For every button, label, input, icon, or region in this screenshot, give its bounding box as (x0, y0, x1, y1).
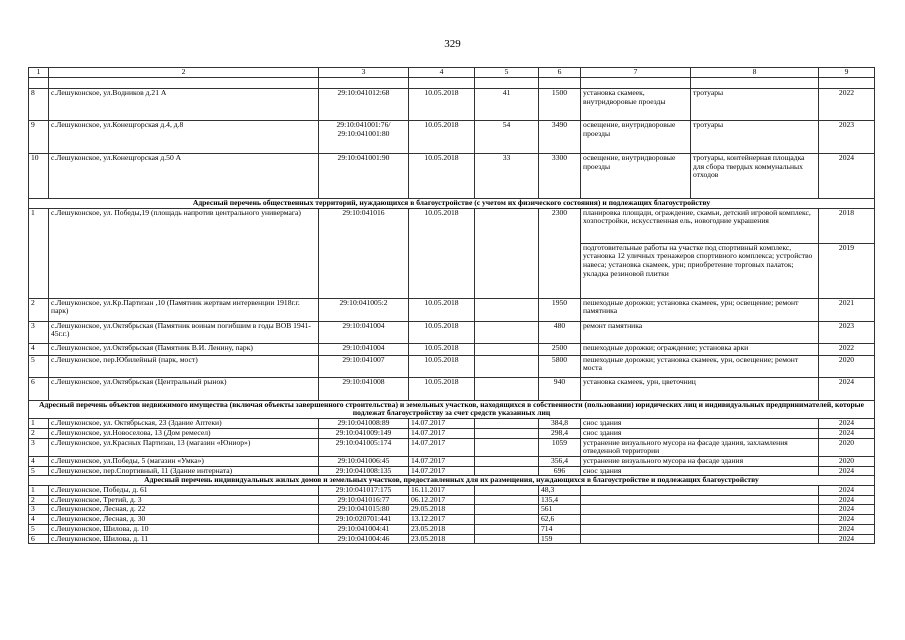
table-row: 1 с.Лешуконское, ул. Октябрьская, 23 (Здание Аптеки) 29:10:041008:89 14.07.2017 384,8 снос здания 2024 (29, 419, 875, 429)
section-title: Адресный перечень общественных территорий, нуждающихся в благоустройстве (с учетом их физического состояния) и подлежащих благоустройству (29, 199, 875, 209)
table-row: 4 с.Лешуконское, Лесная, д. 30 29:10:020701:441 13.12.2017 62,6 2024 (29, 515, 875, 525)
table-row: 2 с.Лешуконское, ул.Новоселова, 13 (Дом ремесел) 29:10:041009:149 14.07.2017 298,4 снос здания 2024 (29, 428, 875, 438)
table-row: 1 с.Лешуконское, ул. Победы,19 (площадь напротив центрального универмага) 29:10:041016 10.05.2018 2300 планировка площади, ограждение, скамьи, детский игровой комплекс, хозпостройки, искусственная ель, новогодние украшения 2018 (29, 208, 875, 243)
header-cell: 5 (475, 68, 539, 78)
page-number: 329 (444, 38, 461, 50)
section-header (29, 400, 875, 418)
address-list-table (28, 67, 875, 544)
table-row: 5 с.Лешуконское, пер.Спортивный, 11 (Здание интерната) 29:10:041008:135 14.07.2017 696 снос здания 2024 (29, 466, 875, 476)
header-cell: 4 (409, 68, 475, 78)
table-row: 10 с.Лешуконское, ул.Конещгорская д.50 А 29:10:041001:90 10.05.2018 33 3300 освещение, внутридворовые проезды тротуары, контейнерная площадка для сбора твердых коммунальных отходов 2024 (29, 154, 875, 199)
table-row: 9 с.Лешуконское, ул.Конещгорская д.4, д.8 29:10:041001:76/ 29:10:041001:80 10.05.2018 54 3490 освещение, внутридворовые проезды тротуары 2023 (29, 121, 875, 154)
spacer-row (29, 78, 875, 89)
header-cell: 3 (319, 68, 409, 78)
section-header (29, 476, 875, 486)
header-cell: 9 (819, 68, 875, 78)
table-row: 3 с.Лешуконское, ул.Октябрьская (Памятник воинам погибшим в годы ВОВ 1941-45г.г.) 29:10:041004 10.05.2018 480 ремонт памятника 2023 (29, 321, 875, 343)
table-row: 4 с.Лешуконское, ул.Победы, 5 (магазин «Умка») 29:10:041006:45 14.07.2017 356,4 устранение визуального мусора на фасаде здания 2020 (29, 456, 875, 466)
table-row: 5 с.Лешуконское, пер.Юбилейный (парк, мост) 29:10:041007 10.05.2018 5800 пешеходные дорожки; установка скамеек, урн, освещение; ремонт моста 2020 (29, 355, 875, 377)
table-row: 8 с.Лешуконское, ул.Водников д.21 А 29:10:041012:68 10.05.2018 41 1500 установка скамеек, внутридворовые проезды тротуары 2022 (29, 89, 875, 121)
header-cell: 2 (49, 68, 319, 78)
table-row: 4 с.Лешуконское, ул.Октябрьская (Памятник В.И. Ленину, парк) 29:10:041004 10.05.2018 2500 пешеходные дорожки; ограждение; установка арки 2022 (29, 343, 875, 355)
table-row: 6 с.Лешуконское, Шилова, д. 11 29:10:041004:46 23.05.2018 159 2024 (29, 534, 875, 544)
header-cell: 8 (691, 68, 819, 78)
table-row: 6 с.Лешуконское, ул.Октябрьская (Центральный рынок) 29:10:041008 10.05.2018 940 установка скамеек, урн, цветочниц 2024 (29, 377, 875, 400)
table-row: подготовительные работы на участке под спортивный комплекс, установка 12 уличных тренажеров спортивного комплекса; устройство навеса; установка скамеек, урн; приобретение торговых палаток; укладка резиновой плитки 2019 (29, 243, 875, 298)
section-header (29, 199, 875, 209)
table-row: 2 с.Лешуконское, ул.Кр.Партизан ,10 (Памятник жертвам интервенции 1918г.г. парк) 29:10:041005:2 10.05.2018 1950 пешеходные дорожки; установка скамеек, урн; освещение; ремонт памятника 2021 (29, 298, 875, 321)
table-row: 3 с.Лешуконское, Лесная, д. 22 29:10:041015:80 29.05.2018 561 2024 (29, 505, 875, 515)
table-row: 2 с.Лешуконское, Третий, д. 3 29:10:041016:77 06.12.2017 135,4 2024 (29, 495, 875, 505)
table-row: 3 с.Лешуконское, ул.Красных Партизан, 13 (магазин «Юниор») 29:10:041005:174 14.07.2017 1059 устранение визуального мусора на фасаде здания, захламления отведенной территории 2020 (29, 438, 875, 456)
table-row: 5 с.Лешуконское, Шилова, д. 10 29:10:041004:41 23.05.2018 714 2024 (29, 524, 875, 534)
header-cell: 7 (581, 68, 691, 78)
header-cell: 6 (539, 68, 581, 78)
header-cell: 1 (29, 68, 49, 78)
column-number-header (29, 68, 875, 78)
section-title: Адресный перечень индивидуальных жилых домов и земельных участков, предоставленных для их размещения, нуждающихся в благоустройстве и подлежащих благоустройству (29, 476, 875, 486)
section-title: Адресный перечень объектов недвижимого имущества (включая объекты завершенного строительства) и земельных участков, находящихся в собственности (пользовании) юридических лиц и индивидуальных предпринимателей, которые подлежат благоустройству за счет средств указанных лиц (29, 400, 875, 418)
table-row: 1 с.Лешуконское, Победы, д. 61 29:10:041017:175 16.11.2017 48,3 2024 (29, 486, 875, 496)
